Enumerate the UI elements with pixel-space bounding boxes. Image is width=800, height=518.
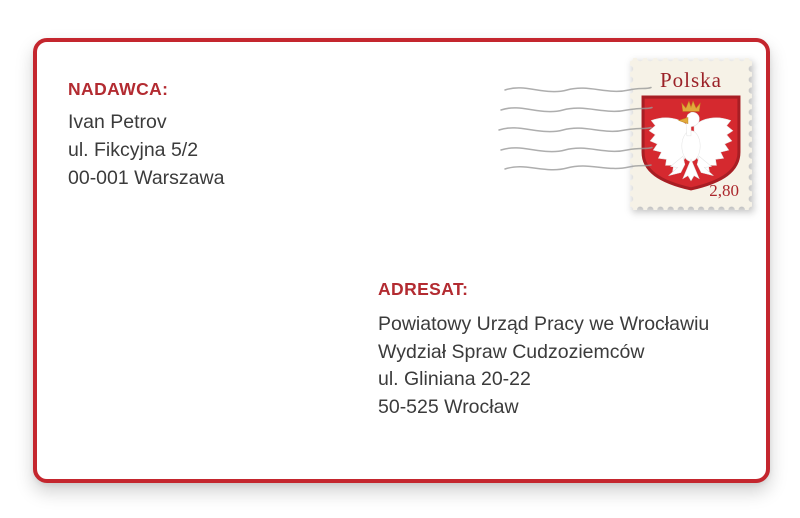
- envelope: [33, 38, 770, 483]
- sender-block: [68, 78, 224, 192]
- sender-city: 00-001 Warszawa: [68, 167, 225, 189]
- stamp-value: 2,80: [709, 181, 739, 200]
- recipient-city: 50-525 Wrocław: [378, 395, 519, 418]
- recipient-label: ADRESAT:: [378, 279, 469, 299]
- recipient-org: Powiatowy Urząd Pracy we Wrocławiu: [378, 313, 710, 335]
- postmark-wavy-lines-icon: [495, 82, 653, 174]
- polish-eagle-coat-of-arms-icon: [640, 95, 742, 192]
- recipient-block: [378, 278, 709, 421]
- sender-street: ul. Fikcyjna 5/2: [68, 139, 199, 161]
- sender-name: Ivan Petrov: [68, 111, 167, 133]
- recipient-street: ul. Gliniana 20-22: [378, 368, 531, 390]
- stamp-country-label: Polska: [659, 68, 722, 92]
- recipient-department: Wydział Spraw Cudzoziemców: [378, 340, 645, 363]
- sender-label: NADAWCA:: [68, 79, 169, 99]
